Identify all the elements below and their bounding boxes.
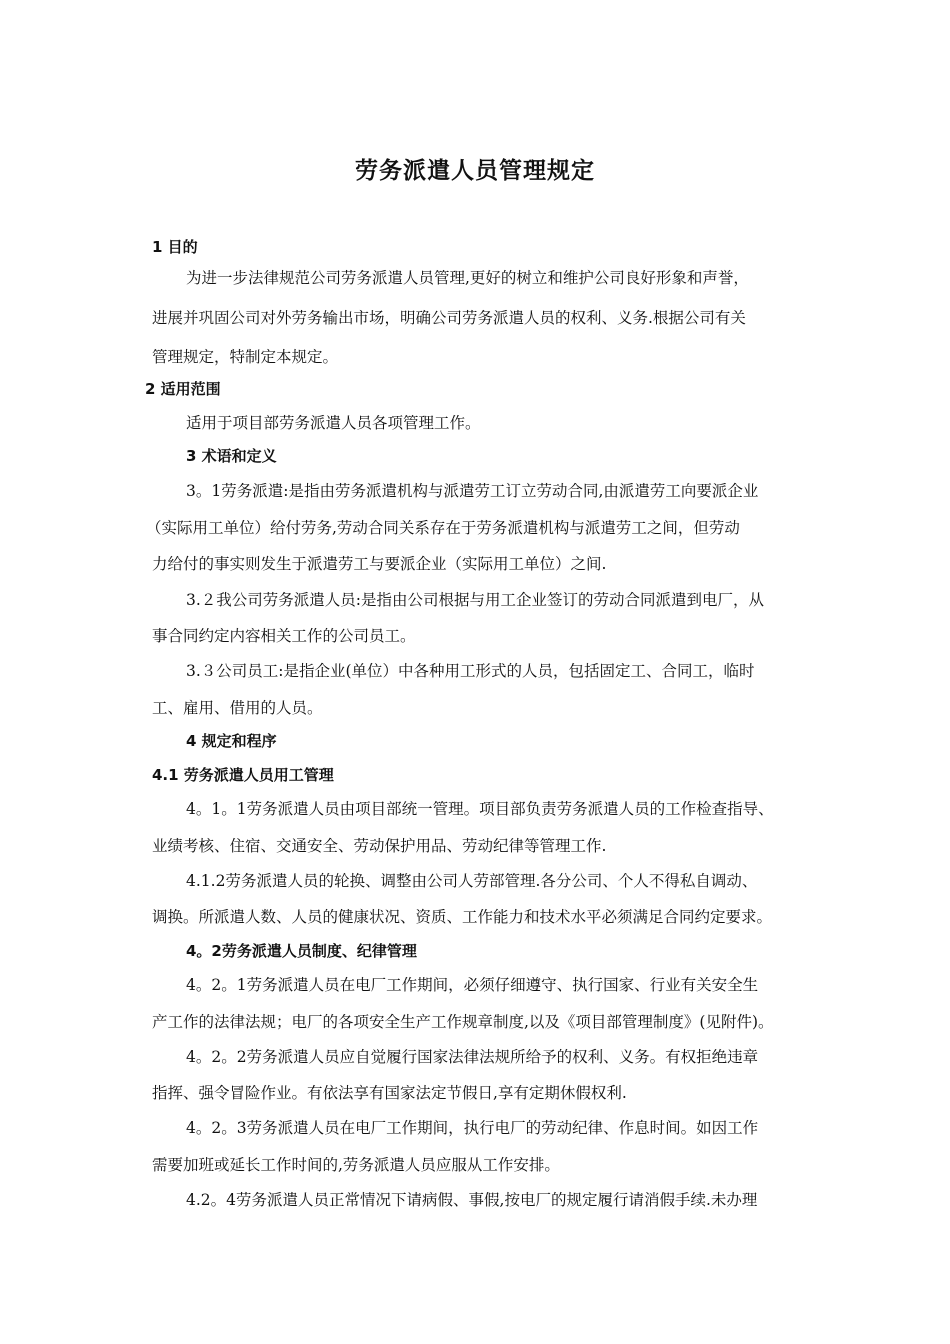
subsection-heading: 4.1 劳务派遣人员用工管理 [152,766,334,784]
paragraph-line: 产工作的法律法规；电厂的各项安全生产工作规章制度,以及《项目部管理制度》(见附件)。 [152,1013,774,1031]
document-title: 劳务派遣人员管理规定 [355,158,595,184]
paragraph-line: 力给付的事实则发生于派遣劳工与要派企业（实际用工单位）之间. [152,555,607,573]
paragraph-line: 4.1.2劳务派遣人员的轮换、调整由公司人劳部管理.各分公司、个人不得私自调动、 [186,872,758,890]
paragraph-line: 工、雇用、借用的人员。 [152,699,323,717]
subsection-heading: 4。2劳务派遣人员制度、纪律管理 [186,942,417,960]
paragraph-line: 3.３公司员工:是指企业(单位）中各种用工形式的人员，包括固定工、合同工，临时 [186,662,755,680]
paragraph-line: 4。1。1劳务派遣人员由项目部统一管理。项目部负责劳务派遣人员的工作检查指导、 [186,800,774,818]
paragraph-line: （实际用工单位）给付劳务,劳动合同关系存在于劳务派遣机构与派遣劳工之间，但劳动 [146,519,740,537]
paragraph-line: 3.２我公司劳务派遣人员:是指由公司根据与用工企业签订的劳动合同派遣到电厂，从 [186,591,765,609]
paragraph-line: 4。2。2劳务派遣人员应自觉履行国家法律法规所给予的权利、义务。有权拒绝违章 [186,1048,759,1066]
paragraph-line: 需要加班或延长工作时间的,劳务派遣人员应服从工作安排。 [152,1156,560,1174]
paragraph-line: 4。2。3劳务派遣人员在电厂工作期间，执行电厂的劳动纪律、作息时间。如因工作 [186,1119,759,1137]
section-heading-purpose: 1 目的 [152,238,198,256]
section-heading-rules: 4 规定和程序 [186,732,277,750]
paragraph-line: 进展并巩固公司对外劳务输出市场，明确公司劳务派遣人员的权利、义务.根据公司有关 [152,309,746,327]
paragraph-line: 4.2。4劳务派遣人员正常情况下请病假、事假,按电厂的规定履行请消假手续.未办理 [186,1191,758,1209]
paragraph-line: 调换。所派遣人数、人员的健康状况、资质、工作能力和技术水平必须满足合同约定要求。 [152,908,773,926]
paragraph-line: 业绩考核、住宿、交通安全、劳动保护用品、劳动纪律等管理工作. [152,837,607,855]
paragraph-line: 4。2。1劳务派遣人员在电厂工作期间，必须仔细遵守、执行国家、行业有关安全生 [186,976,759,994]
section-heading-terms: 3 术语和定义 [186,447,277,465]
paragraph-line: 事合同约定内容相关工作的公司员工。 [152,627,416,645]
section-heading-scope: 2 适用范围 [145,380,221,398]
paragraph-line: 管理规定，特制定本规定。 [152,348,339,366]
paragraph-line: 指挥、强令冒险作业。有依法享有国家法定节假日,享有定期休假权利. [152,1084,627,1102]
paragraph-line: 3。1劳务派遣:是指由劳务派遣机构与派遣劳工订立劳动合同,由派遣劳工向要派企业 [186,482,759,500]
paragraph-line: 为进一步法律规范公司劳务派遣人员管理,更好的树立和维护公司良好形象和声誉， [186,269,749,287]
paragraph-line: 适用于项目部劳务派遣人员各项管理工作。 [186,414,481,432]
